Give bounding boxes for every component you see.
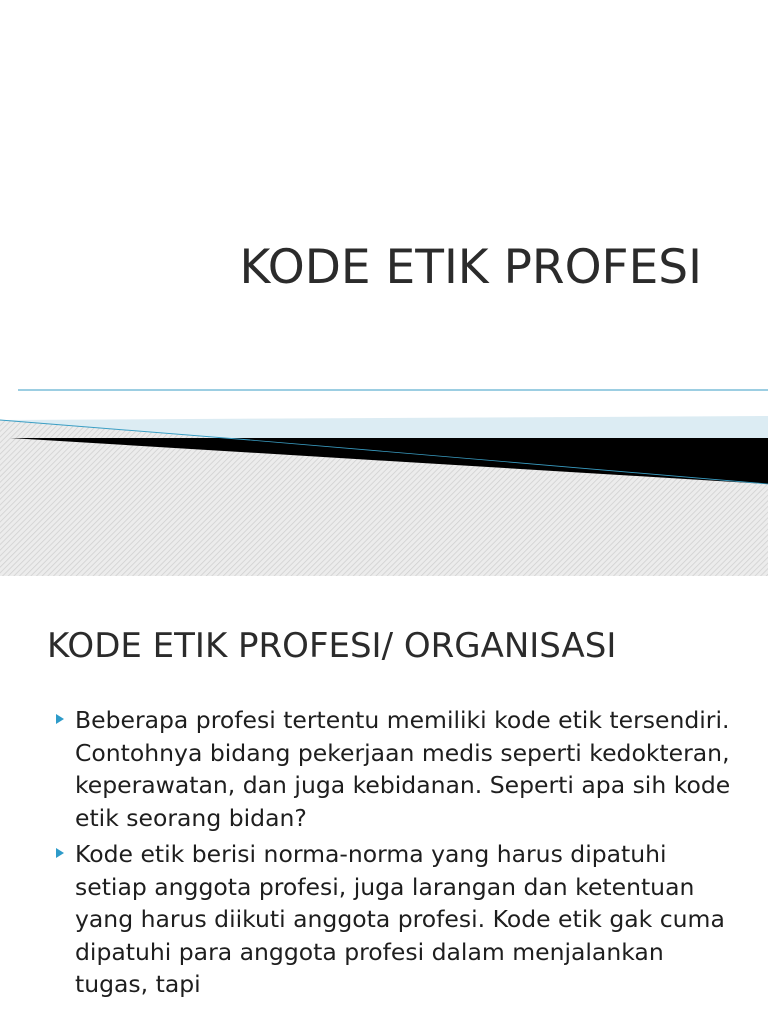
triangle-bullet-icon	[56, 714, 64, 724]
slide-title: KODE ETIK PROFESI	[239, 240, 702, 295]
bullet-text: Kode etik berisi norma-norma yang harus dipatuhi setiap anggota profesi, juga larangan dan ketentuan yang harus diikuti anggota profesi. Kode etik gak cuma dipatuhi para anggota profesi dalam menjalankan tugas, tapi	[75, 840, 725, 998]
list-item	[52, 838, 732, 1001]
content-slide	[0, 576, 768, 1024]
slide-heading: KODE ETIK PROFESI/ ORGANISASI	[47, 626, 617, 666]
bullet-list	[52, 704, 732, 1005]
list-item	[52, 704, 732, 834]
triangle-bullet-icon	[56, 848, 64, 858]
decorative-banner	[0, 380, 768, 576]
bullet-text: Beberapa profesi tertentu memiliki kode etik tersendiri. Contohnya bidang pekerjaan medis seperti kedokteran, keperawatan, dan juga kebidanan. Seperti apa sih kode etik seorang bidan?	[75, 706, 731, 832]
